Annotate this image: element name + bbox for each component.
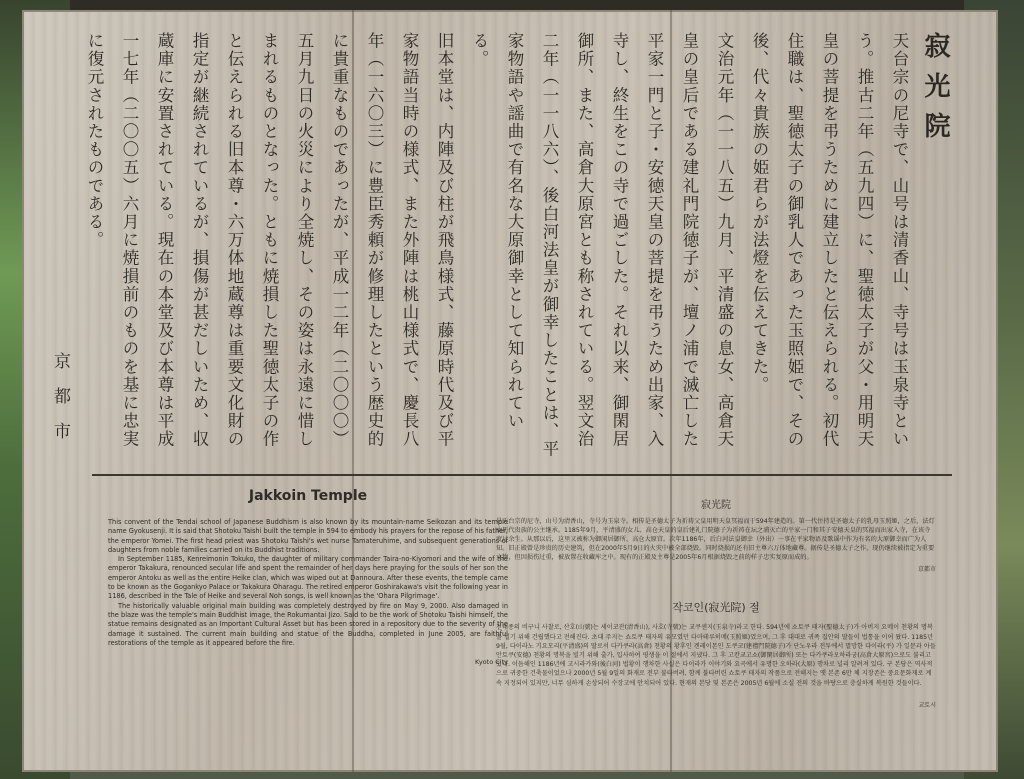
korean-credit: 교토시 bbox=[918, 701, 936, 709]
japanese-credit: 京都市 bbox=[50, 352, 70, 457]
english-section bbox=[108, 488, 508, 673]
chinese-korean-section bbox=[496, 496, 936, 715]
japanese-paragraph-2: 文治元年（一一八五）九月、平清盛の息女、高倉天皇の皇后である建礼門院徳子が、壇ノ浦で滅亡した平家一門と子・安徳天皇の菩提を弔うため出家、入寺し、終生をこの寺で過ごした。それ以来、御閑居御所、また、高倉大原宮とも称されている。翌文治二年（一一八六）、後白河法皇が御幸したことは、平家物語や謡曲で有名な大原御幸として知られている。 bbox=[470, 32, 734, 459]
english-title: Jakkoin Temple bbox=[248, 488, 368, 504]
chinese-title: 寂光院 bbox=[701, 500, 731, 511]
chinese-text: 是天台宗的尼寺，山号为清香山，寺号为玉泉寺。相传是圣德太子为祈祷父皇用明天皇冥福而于594年建造的。第一代住持是圣德太子的乳母玉照姬，之后，法灯由历代贵族的公主继承。1185年9月，平清盛的女儿、高仓天皇的皇后建礼门院德子为祈祷在坛之浦灭亡的平家一门和其子安德天皇的冥福而出家入寺，在该寺度过余生。从那以后，这里又被称为御闲居御所、高仓大原宫。次年1186年，后白河法皇御幸（外出）一事在平家物语及歌谣中作为有名的大原御幸而广为人知。旧正殿曾是珍贵的历史建筑，但在2000年5月9日的火灾中被全部烧毁。同时烧损的还有旧主尊六万体地藏尊。据传是圣德太子之作，现仍继续被指定为重要文物，但因损伤过重，被放置在收藏库之中。现有的正殿及主尊是2005年6月根据烧毁之前的样子忠实复原而成的。 bbox=[496, 518, 935, 562]
english-paragraph-2: In September 1185, Kenreimonin Tokuko, the daughter of military commander Taira-no-Kiyomori and the wife of the emperor Takakura, renounced secular life and spent the remainder of her days here praying for the souls of her son the emperor Antoku as well as the entire Heike clan, which was wiped out at Dannoura. After these events, the temple came to be known as the Gogankyo Palace or Takakura Oharagu. The retired emperor Goshirakawa's visit the following year in 1186, described in the Tale of Heike and several Noh songs, is well known as the 'Ohara Pilgrimage'. bbox=[108, 555, 508, 601]
japanese-vertical-text bbox=[50, 32, 952, 462]
horizontal-divider bbox=[92, 474, 952, 476]
korean-text: 천태종의 비구니 사찰로, 산호(山號)는 세이코잔(清香山), 사호(寺號)는 교쿠센지(玉泉寺)라고 한다. 594년에 쇼토쿠 태자(聖德太子)가 아버지 요메이 천황의 명복을 빌기 위해 건립했다고 전해진다. 초대 주지는 쇼토쿠 태자의 유모였던 다마테루히메(玉照姬)였으며, 그 후 대대로 귀족 집안의 딸들이 법통을 이어 왔다. 1185년 9월, 다이라노 기요모리(平清盛)의 딸로서 다카쿠라(高倉) 천황의 황후인 겐레이몬인 도쿠코(建禮門院德子)가 단노우라 전투에서 멸망한 다이라(平) 가 일문과 아들 안토쿠(安德) 천황의 명복을 빌기 위해 출가, 입사하여 평생을 이 절에서 지냈다. 그 후 고칸쿄고쇼(御閑居御所) 또는 다카쿠라오하라궁(高倉大原宮)으로도 불리고 있다. 이듬해인 1186년에 고시라카와(後白河) 법황이 행차한 사실은 다이라가 이야기와 요곡에서 유명한 오하라(大原) 행차로 널리 알려져 있다. 구 본당은 역사적으로 귀중한 건축물이었으나 2000년 5월 9일의 화재로 전부 불타버려, 함께 불타버린 쇼토쿠 태자의 작품으로 전해지는 옛 본존 6만 체 지장존은 중요문화재로 계속 지정되어 있지만, 너무 심하게 손상되어 수장고에 안치되어 있다. 현재의 본당 및 본존은 2005년 6월에 소실 전의 것을 바탕으로 충실하게 복원한 것들이다. bbox=[496, 624, 936, 687]
korean-title: 작코인(寂光院) 절 bbox=[672, 601, 760, 615]
japanese-title: 寂光院 bbox=[920, 32, 950, 152]
japanese-paragraph-3: 旧本堂は、内陣及び柱が飛鳥様式、藤原時代及び平家物語当時の様式、また外陣は桃山様式で、慶長八年（一六〇三）に豊臣秀頼が修理したという歴史的に貴重なものであったが、平成一二年（二〇〇〇）五月九日の火災により全焼し、その姿は永遠に惜しまれるものとなった。ともに焼損した聖徳太子の作と伝えられる旧本尊・六万体地蔵尊は重要文化財の指定が継続されているが、損傷が甚だしいため、収蔵庫に安置されている。現在の本堂及び本尊は平成一七年（二〇〇五）六月に焼損前のものを基に忠実に復元されたものである。 bbox=[85, 32, 454, 449]
english-paragraph-3: The historically valuable original main building was completely destroyed by fire on May 9, 2000. Also damaged in the blaze was the temple's main Buddhist image, the Rokumantai Jizo. Said to be the work of Shotoku Taishi himself, the statue remains designated as an Important Cultural Asset but has been stored in a repository due to the severity of the damage it sustained. The current main building and statue of the Buddha, completed in June 2005, are faithful restorations of the temple as it appeared before the fire. bbox=[108, 601, 508, 647]
english-credit: Kyoto City bbox=[475, 658, 508, 667]
chinese-credit: 京都市 bbox=[917, 566, 936, 574]
wooden-sign-board bbox=[22, 10, 998, 772]
english-paragraph-1: This convent of the Tendai school of Japanese Buddhism is also known by its mountain-name Seikozan and its temple name Gyokusenji. It is said that Shotoku Taishi built the temple in 594 to embody his prayers for the repose of his father, the emperor Yomei. The first head priest was Shotoku Taishi's wet nurse Tamateruhime, and subsequent generations of daughters from noble families carried on its Buddhist traditions. bbox=[108, 518, 508, 554]
japanese-paragraph-1: 天台宗の尼寺で、山号は清香山、寺号は玉泉寺という。推古二年（五九四）に、聖徳太子が父・用明天皇の菩提を弔うために建立したと伝えられる。初代住職は、聖徳太子の御乳人であった玉照姫で、その後、代々貴族の姫君らが法燈を伝えてきた。 bbox=[750, 32, 909, 449]
